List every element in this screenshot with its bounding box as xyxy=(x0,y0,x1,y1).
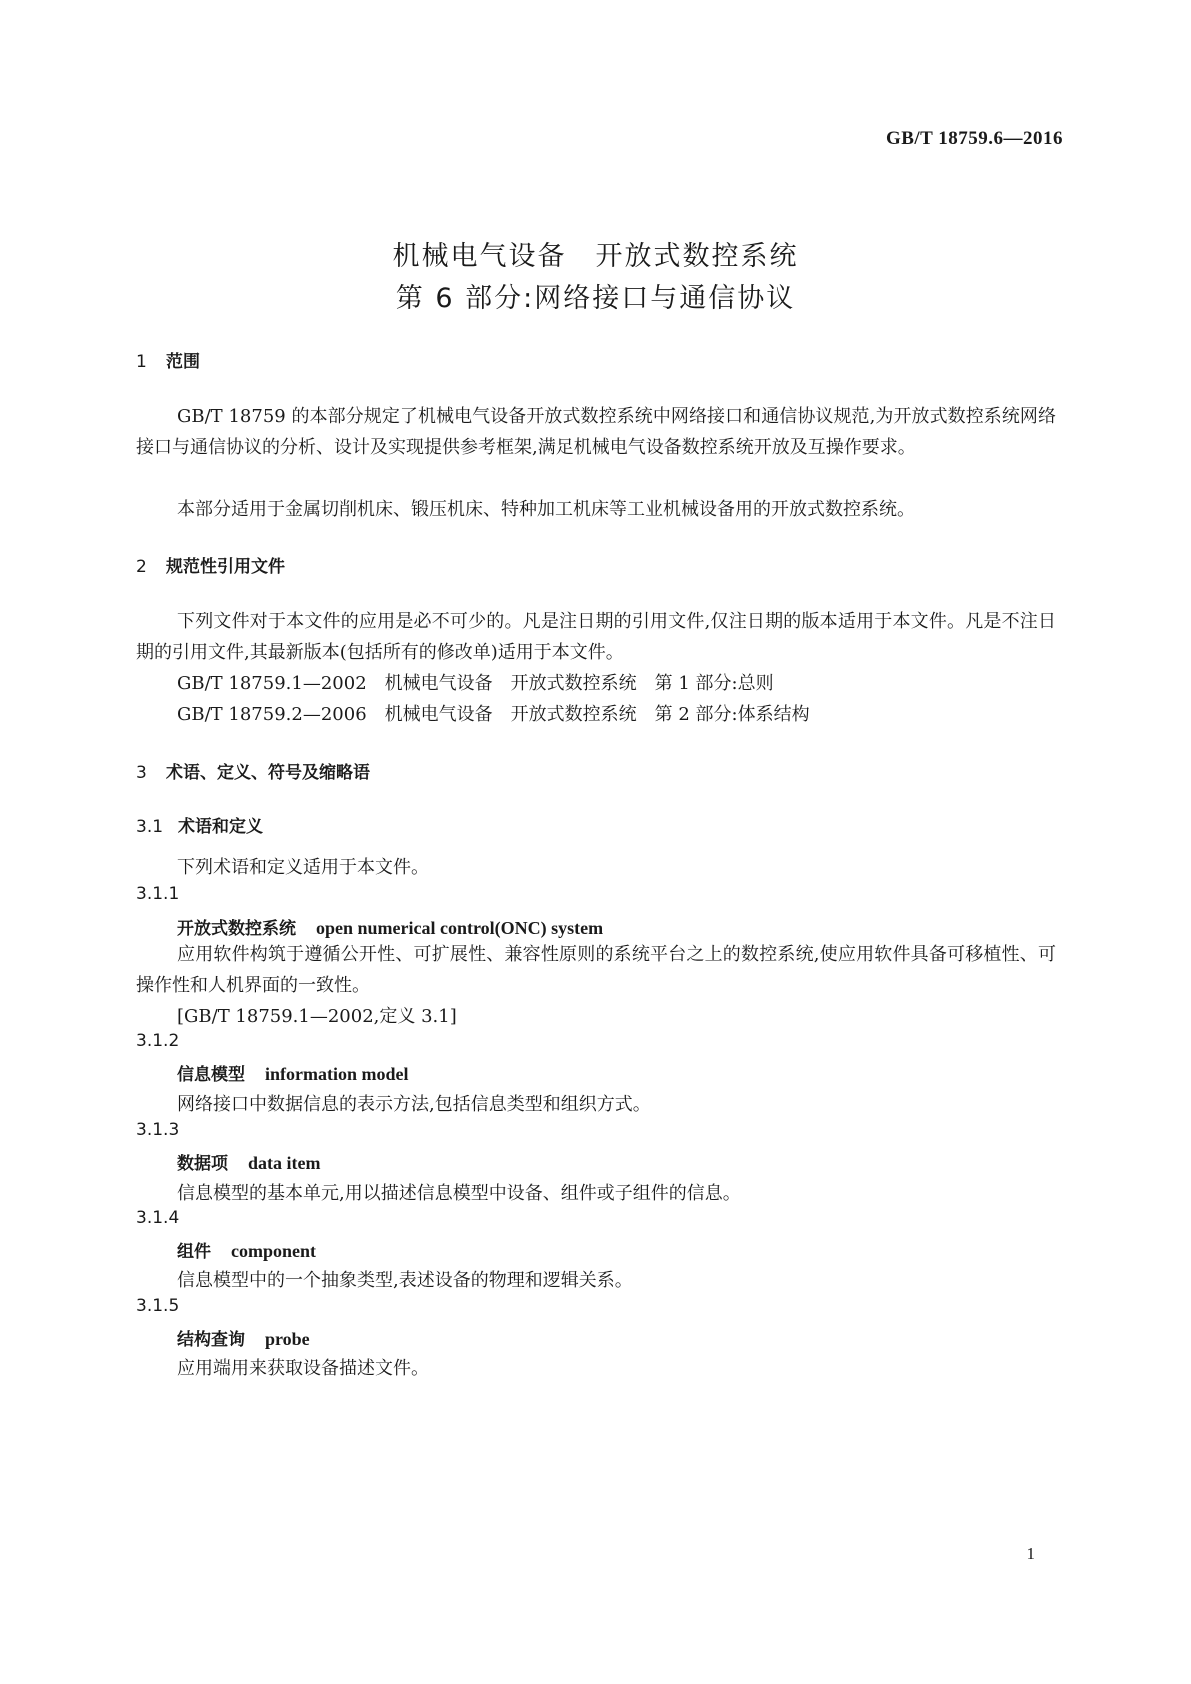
references-paragraph: 下列文件对于本文件的应用是必不可少的。凡是注日期的引用文件,仅注日期的版本适用于本文件。凡是不注日期的引用文件,其最新版本(包括所有的修改单)适用于本文件。 xyxy=(136,611,1056,663)
term-entry xyxy=(177,1237,316,1262)
title-line-1: 机械电气设备 开放式数控系统 xyxy=(392,241,799,272)
section-2-heading xyxy=(136,552,285,577)
term-source: [GB/T 18759.1—2002,定义 3.1] xyxy=(177,1006,457,1027)
scope-paragraph-2: 本部分适用于金属切削机床、锻压机床、特种加工机床等工业机械设备用的开放式数控系统。 xyxy=(177,499,915,520)
term-zh: 组件 xyxy=(177,1242,211,1262)
term-zh: 结构查询 xyxy=(177,1330,245,1350)
title-line-2: 第 6 部分:网络接口与通信协议 xyxy=(395,283,796,314)
section-1-heading xyxy=(136,347,200,372)
term-definition: 应用软件构筑于遵循公开性、可扩展性、兼容性原则的系统平台之上的数控系统,使应用软件具备可移植性、可操作性和人机界面的一致性。 xyxy=(136,944,1056,996)
page-number: 1 xyxy=(1026,1544,1035,1563)
subsection-3-1-heading xyxy=(136,812,263,837)
term-number: 3.1.4 xyxy=(136,1208,180,1228)
section-number: 3 xyxy=(136,763,147,783)
term-en: component xyxy=(231,1241,316,1261)
section-3-heading xyxy=(136,758,370,783)
term-entry xyxy=(177,914,603,939)
term-definition: 应用端用来获取设备描述文件。 xyxy=(177,1358,429,1379)
subsection-number: 3.1 xyxy=(136,817,164,837)
term-en: probe xyxy=(265,1329,310,1349)
subsection-title: 术语和定义 xyxy=(178,817,263,837)
term-number: 3.1.5 xyxy=(136,1296,180,1316)
term-en: open numerical control(ONC) system xyxy=(316,918,604,938)
standard-code: GB/T 18759.6—2016 xyxy=(885,128,1063,149)
scope-paragraph-1: GB/T 18759 的本部分规定了机械电气设备开放式数控系统中网络接口和通信协议规范,为开放式数控系统网络接口与通信协议的分析、设计及实现提供参考框架,满足机械电气设备数控系统开放及互操作要求。 xyxy=(136,406,1056,458)
section-number: 1 xyxy=(136,352,147,372)
term-number: 3.1.2 xyxy=(136,1031,180,1051)
section-title: 规范性引用文件 xyxy=(166,557,285,577)
term-definition: 信息模型的基本单元,用以描述信息模型中设备、组件或子组件的信息。 xyxy=(177,1183,741,1204)
term-entry xyxy=(177,1060,409,1085)
term-definition: 信息模型中的一个抽象类型,表述设备的物理和逻辑关系。 xyxy=(177,1270,633,1291)
term-zh: 信息模型 xyxy=(177,1065,245,1085)
terms-intro: 下列术语和定义适用于本文件。 xyxy=(177,857,429,878)
section-number: 2 xyxy=(136,557,147,577)
term-zh: 数据项 xyxy=(177,1154,228,1174)
term-definition: 网络接口中数据信息的表示方法,包括信息类型和组织方式。 xyxy=(177,1094,651,1115)
section-title: 术语、定义、符号及缩略语 xyxy=(166,763,370,783)
term-number: 3.1.1 xyxy=(136,884,180,904)
reference-item: GB/T 18759.1—2002 机械电气设备 开放式数控系统 第 1 部分:总则 xyxy=(177,673,774,694)
term-entry xyxy=(177,1149,320,1174)
term-entry xyxy=(177,1325,310,1350)
section-title: 范围 xyxy=(166,352,200,372)
reference-item: GB/T 18759.2—2006 机械电气设备 开放式数控系统 第 2 部分:体系结构 xyxy=(177,704,810,725)
term-en: data item xyxy=(248,1153,321,1173)
term-number: 3.1.3 xyxy=(136,1120,180,1140)
term-en: information model xyxy=(265,1064,409,1084)
term-zh: 开放式数控系统 xyxy=(177,919,296,939)
